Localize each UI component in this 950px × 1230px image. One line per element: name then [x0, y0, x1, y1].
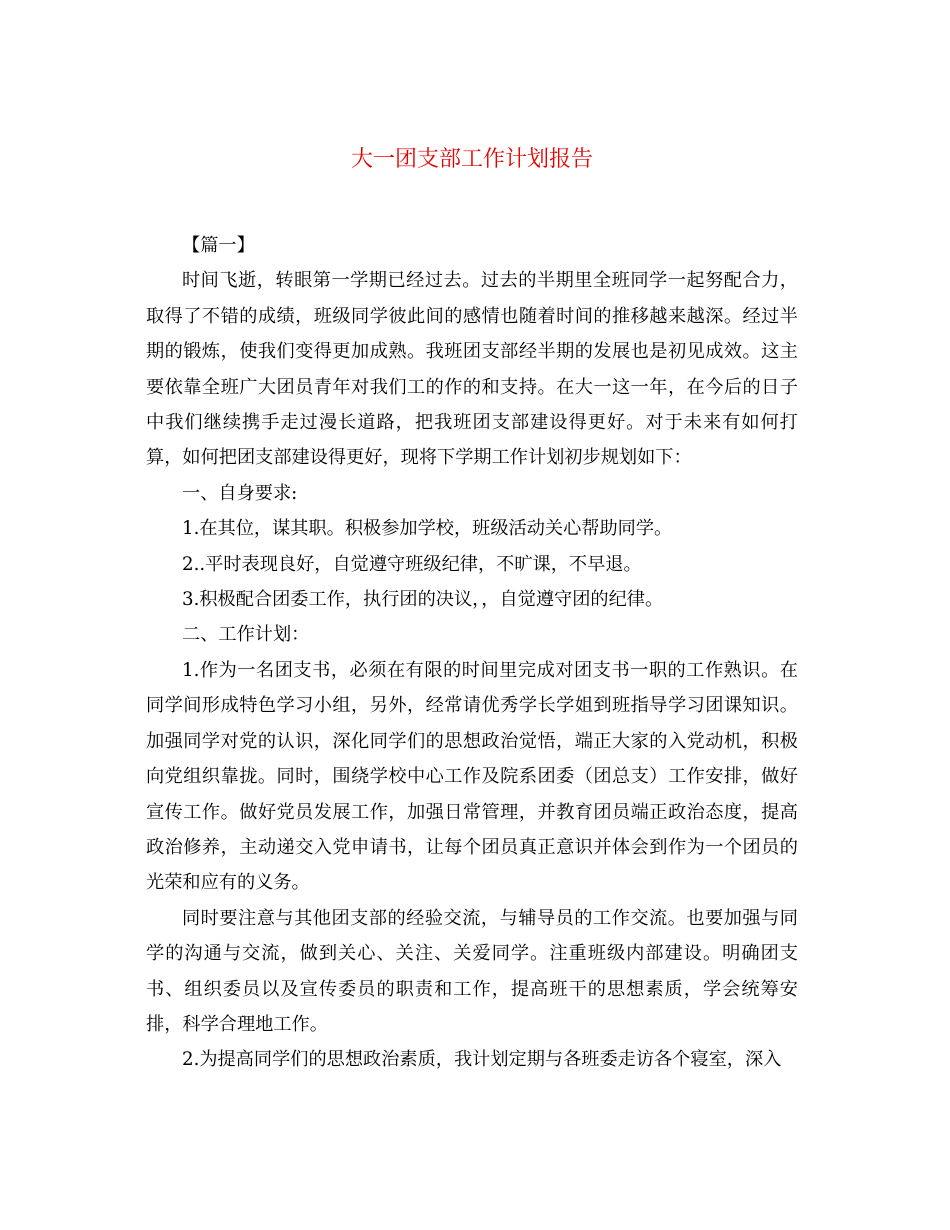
- paragraph: 1.作为一名团支书，必须在有限的时间里完成对团支书一职的工作熟识。在同学间形成特色学习小组，另外，经常请优秀学长学姐到班指导学习团课知识。加强同学对党的认识，深化同学们的思想政治觉悟，端正大家的入党动机，积极向党组织靠拢。同时，围绕学校中心工作及院系团委（团总支）工作安排，做好宣传工作。做好党员发展工作，加强日常管理，并教育团员端正政治态度，提高政治修养，主动递交入党申请书，让每个团员真正意识并体会到作为一个团员的光荣和应有的义务。: [146, 659, 798, 894]
- section-heading: 【篇一】: [182, 235, 255, 256]
- paragraph: 2.为提高同学们的思想政治素质，我计划定期与各班委走访各个寝室，深入: [182, 1049, 782, 1071]
- subheading: 二、工作计划：: [182, 624, 310, 646]
- subheading: 一、自身要求:: [182, 482, 298, 504]
- list-item: 2..平时表现良好，自觉遵守班级纪律，不旷课，不早退。: [182, 553, 642, 575]
- list-item: 1.在其位，谋其职。积极参加学校，班级活动关心帮助同学。: [182, 518, 673, 540]
- document-body: [146, 228, 798, 1078]
- list-item: 3.积极配合团委工作，执行团的决议，，自觉遵守团的纪律。: [182, 589, 664, 611]
- paragraph: 同时要注意与其他团支部的经验交流，与辅导员的工作交流。也要加强与同学的沟通与交流，做到关心、关注、关爱同学。注重班级内部建设。明确团支书、组织委员以及宣传委员的职责和工作，提高班干的思想素质，学会统筹安排，科学合理地工作。: [146, 907, 798, 1035]
- document-title: 大一团支部工作计划报告: [350, 147, 593, 172]
- paragraph: 时间飞逝，转眼第一学期已经过去。过去的半期里全班同学一起努配合力，取得了不错的成绩，班级同学彼此间的感情也随着时间的推移越来越深。经过半期的锻炼，使我们变得更加成熟。我班团支部经半期的发展也是初见成效。这主要依靠全班广大团员青年对我们工的作的和支持。在大一这一年，在今后的日子中我们继续携手走过漫长道路，把我班团支部建设得更好。对于未来有如何打算，如何把团支部建设得更好，现将下学期工作计划初步规划如下：: [146, 270, 798, 469]
